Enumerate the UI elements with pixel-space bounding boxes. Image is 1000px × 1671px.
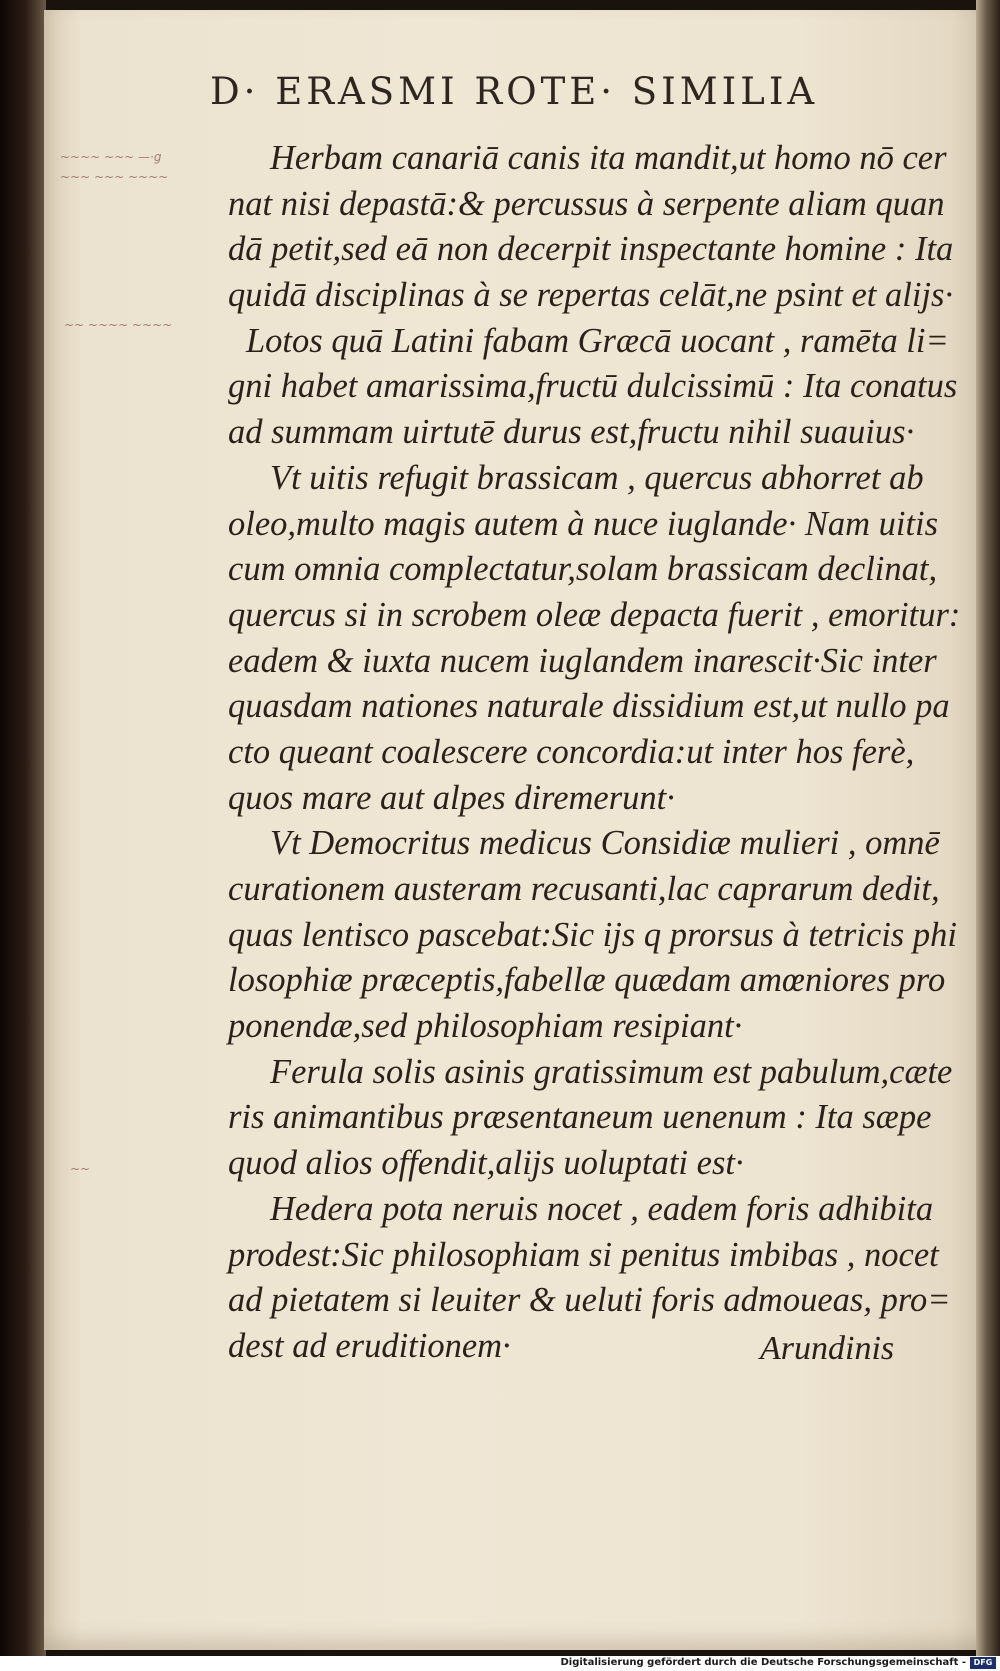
text-line: Hedera pota neruis nocet , eadem foris adhibita — [270, 1189, 934, 1228]
page-edge — [976, 0, 1000, 1656]
catchword: Arundinis — [760, 1330, 895, 1367]
text-line: Vt Democritus medicus Considiæ mulieri , omnē — [270, 824, 940, 863]
handwritten-marginalia: ~~ — [70, 1162, 91, 1176]
text-line: dā petit,sed eā non decerpit inspectante homine : Ita — [228, 230, 954, 269]
text-line: oleo,multo magis autem à nuce iuglande· Nam uitis — [228, 504, 939, 543]
handwritten-marginalia: ~~~~ ~~~ —·g — [60, 150, 162, 164]
dfg-logo: DFG — [970, 1657, 996, 1669]
text-line: quasdam nationes naturale dissidium est,ut nullo pa — [228, 687, 950, 726]
text-line: quercus si in scrobem oleæ depacta fuerit , emoritur: — [228, 595, 961, 634]
text-line: gni habet amarissima,fructū dulcissimū : Ita conatus — [228, 367, 958, 406]
footer-credit: Digitalisierung gefördert durch die Deutsche Forschungsgemeinschaft - — [560, 1657, 966, 1668]
text-line: losophiæ præceptis,fabellæ quædam amœniores pro — [228, 961, 946, 1000]
handwritten-marginalia: ~~~ ~~~ ~~~~ — [60, 170, 169, 184]
text-line: Ferula solis asinis gratissimum est pabulum,cæte — [270, 1052, 953, 1091]
text-line: ris animantibus præsentaneum uenenum : Ita sæpe — [228, 1098, 932, 1137]
text-line: quas lentisco pascebat:Sic ijs q prorsus à tetricis phi — [228, 915, 957, 954]
text-line: quidā disciplinas à se repertas celāt,ne psint et alijs· — [228, 276, 954, 315]
text-line: nat nisi depastā:& percussus à serpente aliam quan — [228, 184, 945, 223]
running-head: D· ERASMI ROTE· SIMILIA — [210, 70, 819, 113]
text-line: Vt uitis refugit brassicam , quercus abhorret ab — [270, 458, 924, 497]
text-line: dest ad eruditionem· — [228, 1326, 511, 1365]
text-line: ad summam uirtutē durus est,fructu nihil suauius· — [228, 413, 915, 452]
text-line: quos mare aut alpes diremerunt· — [228, 778, 675, 817]
text-line: eadem & iuxta nucem iuglandem inarescit·Sic inter — [228, 641, 937, 680]
text-line: ponendæ,sed philosophiam resipiant· — [228, 1007, 743, 1046]
text-line: ad pietatem si leuiter & ueluti foris admoueas, pro= — [228, 1281, 951, 1320]
handwritten-marginalia: ~~ ~~~~ ~~~~ — [64, 318, 173, 332]
body-text — [228, 136, 961, 1370]
book-spine-shadow — [0, 0, 46, 1656]
text-line: prodest:Sic philosophiam si penitus imbibas , nocet — [228, 1235, 939, 1274]
text-line: curationem austeram recusanti,lac caprarum dedit, — [228, 870, 940, 908]
text-line: Herbam canariā canis ita mandit,ut homo nō cer — [270, 139, 947, 177]
text-line: cto queant coalescere concordia:ut inter hos ferè, — [228, 732, 915, 771]
text-line: cum omnia complectatur,solam brassicam declinat, — [228, 550, 938, 589]
text-line: quod alios offendit,alijs uoluptati est· — [228, 1144, 744, 1183]
text-line: Lotos quā Latini fabam Græcā uocant , ramēta li= — [246, 321, 949, 360]
